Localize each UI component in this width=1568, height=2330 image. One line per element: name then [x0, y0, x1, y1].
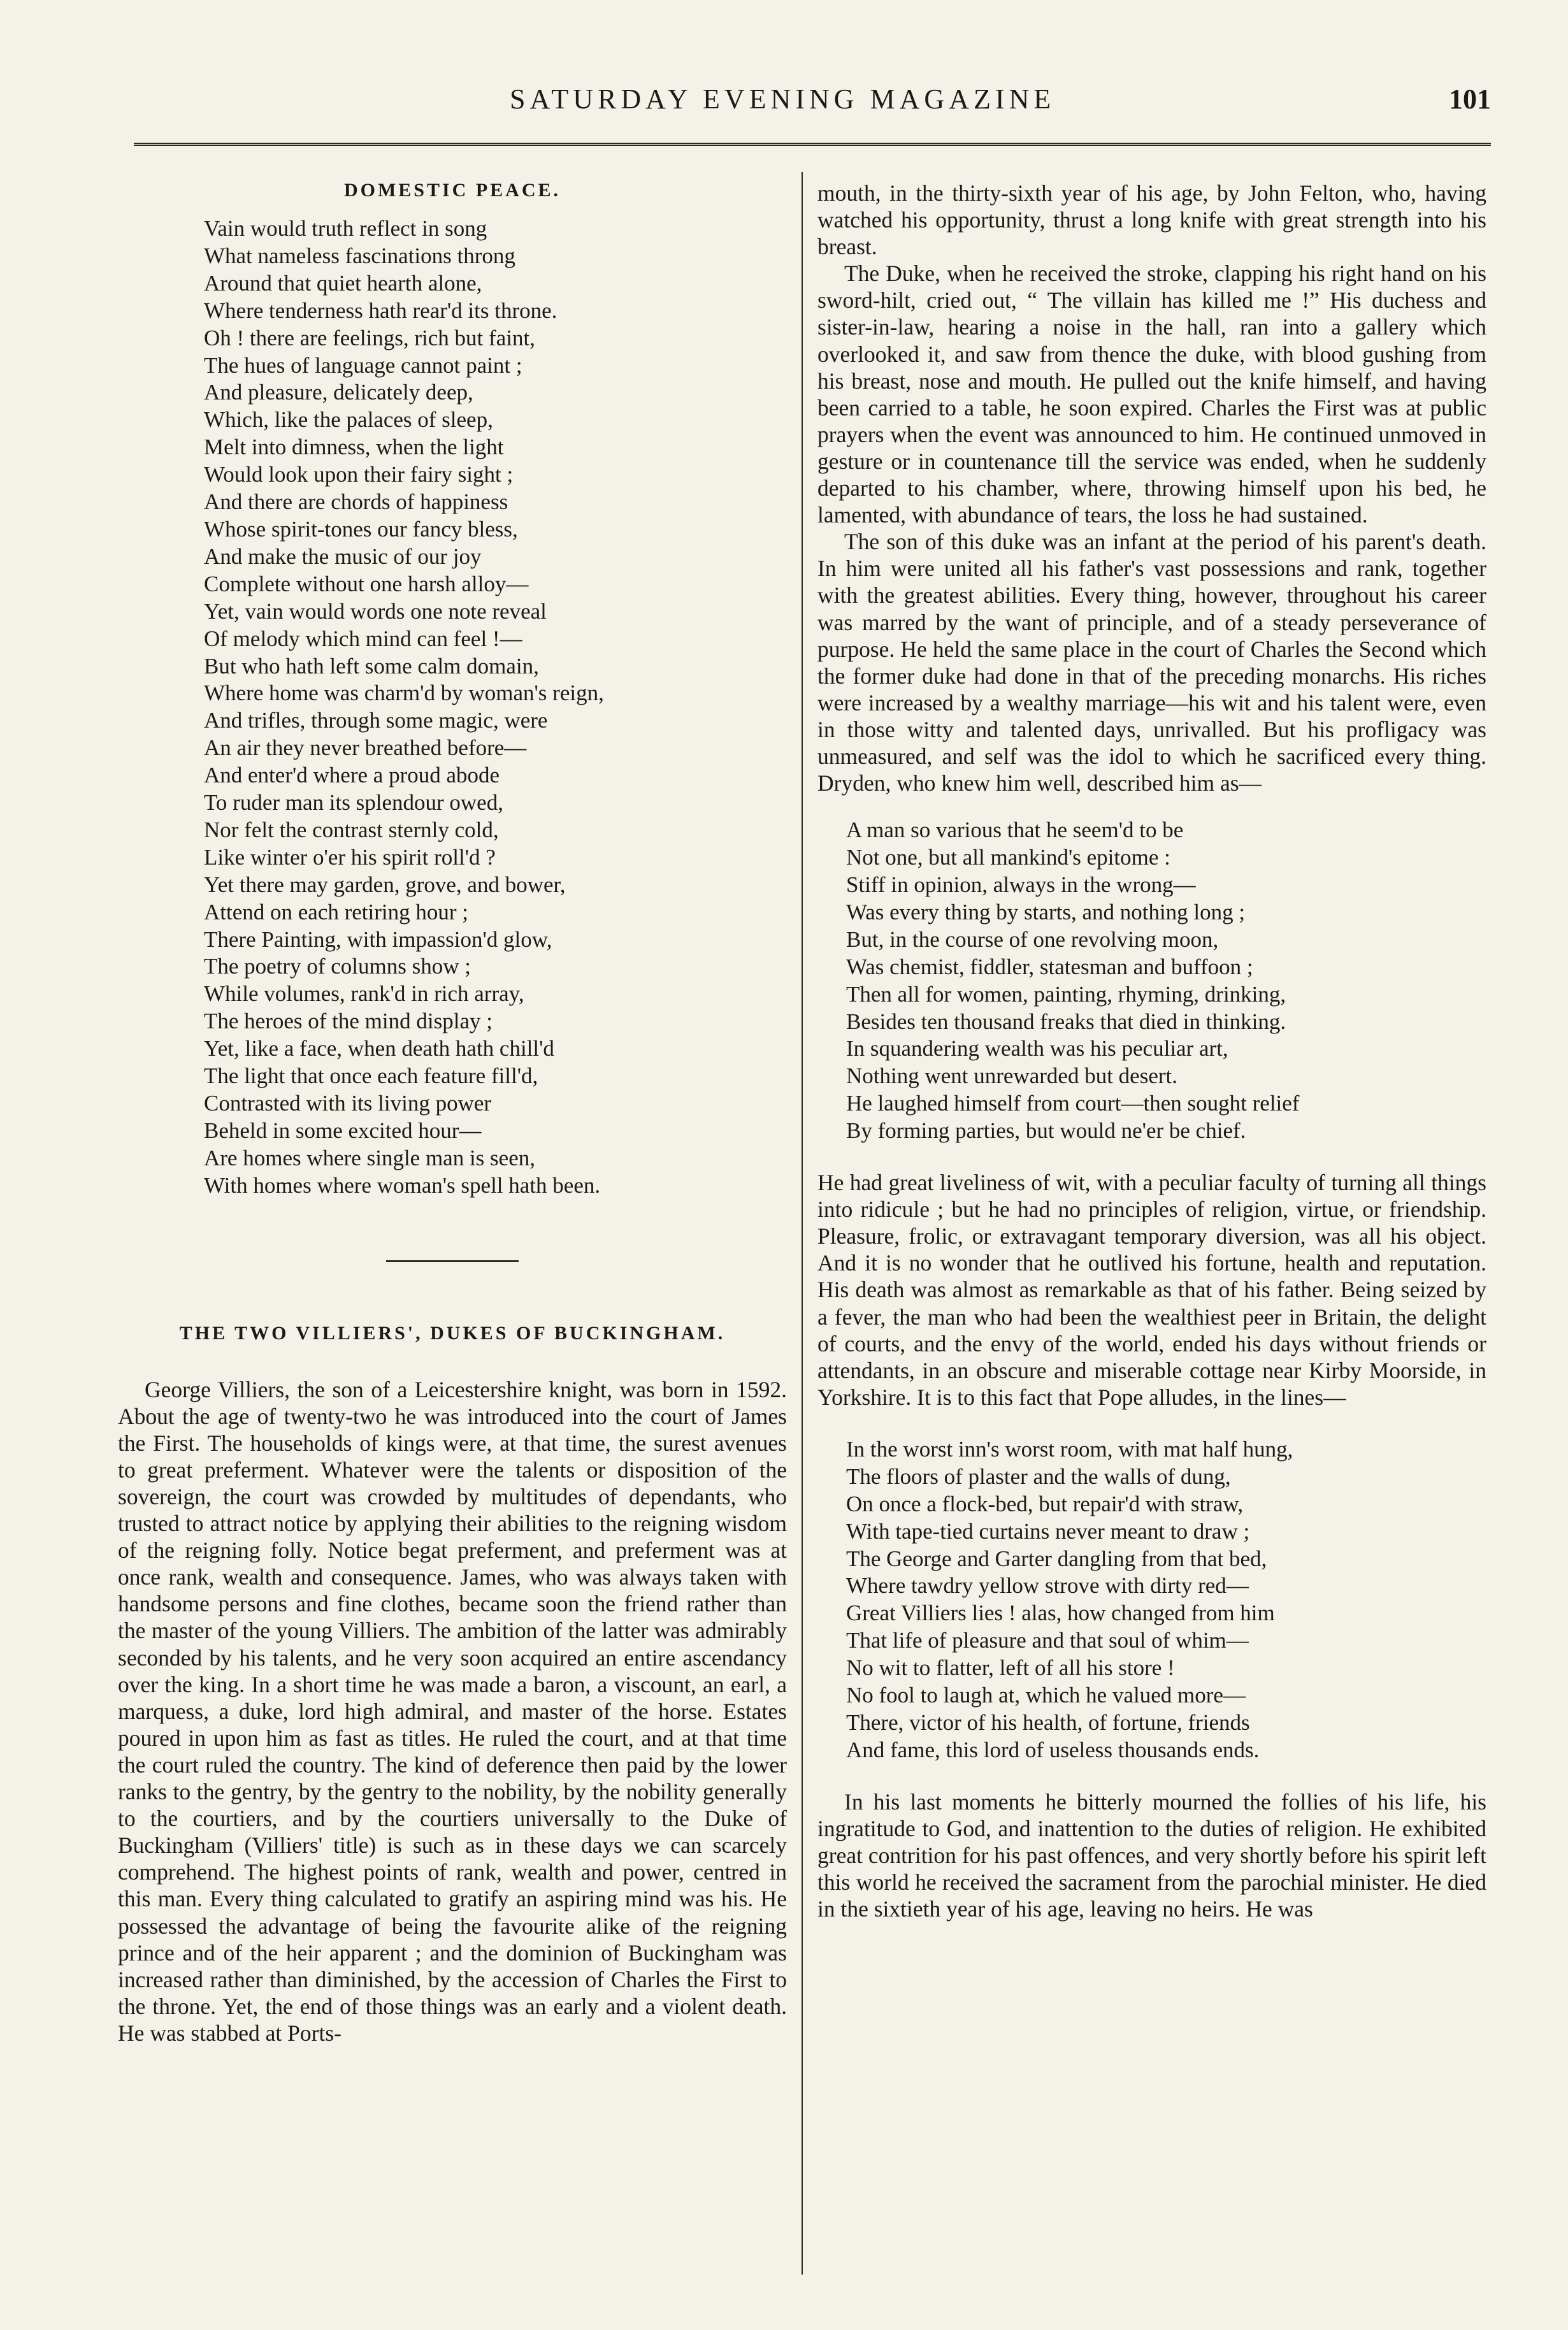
poem-line: While volumes, rank'd in rich array,: [204, 981, 524, 1007]
poem-line: Yet, vain would words one note reveal: [204, 598, 547, 624]
article-paragraph: In his last moments he bitterly mourned the follies of his life, his ingratitude to God, and inattention to the duties of religion. He exhibited great contrition for his past offences, and very shortly before his spirit left this world he received the sacrament from the parochial minister. He died in the sixtieth year of his age, leaving no heirs. He was: [817, 1788, 1486, 1922]
poem-line: The light that once each feature fill'd,: [204, 1063, 538, 1089]
poem-line: Beheld in some excited hour—: [204, 1118, 482, 1143]
left-column: [118, 180, 787, 2046]
poem-line: No wit to flatter, left of all his store !: [846, 1655, 1175, 1681]
poem-line: The floors of plaster and the walls of dung,: [846, 1463, 1231, 1489]
poem-line: Complete without one harsh alloy—: [204, 571, 529, 596]
poem-line: In squandering wealth was his peculiar art,: [846, 1036, 1228, 1061]
column-divider: [802, 172, 803, 2275]
poem-line: Yet, like a face, when death hath chill'd: [204, 1036, 554, 1061]
poem-line: Vain would truth reflect in song: [204, 216, 487, 241]
poem-line: That life of pleasure and that soul of whim—: [846, 1628, 1249, 1653]
poem-line: By forming parties, but would ne'er be chief.: [846, 1118, 1246, 1144]
pope-quotation: [846, 1436, 1486, 1764]
poem-line: With tape-tied curtains never meant to draw ;: [846, 1518, 1250, 1544]
poem-line: And pleasure, delicately deep,: [204, 380, 473, 405]
article-paragraph-continued: mouth, in the thirty-sixth year of his age, by John Felton, who, having watched his opportunity, thrust a long knife with great strength into his breast.: [817, 180, 1486, 260]
poem-line: He laughed himself from court—then sought relief: [846, 1091, 1300, 1116]
poem-line: Of melody which mind can feel !—: [204, 626, 522, 651]
poem-line: There Painting, with impassion'd glow,: [204, 926, 552, 952]
poem-line: But, in the course of one revolving moon,: [846, 926, 1219, 952]
poem-line: With homes where woman's spell hath been.: [204, 1172, 601, 1198]
poem-line: And trifles, through some magic, were: [204, 708, 548, 733]
poem-line: An air they never breathed before—: [204, 735, 527, 761]
poem-line: Melt into dimness, when the light: [204, 435, 504, 460]
poem-line: What nameless fascinations throng: [204, 243, 515, 268]
section-rule: [386, 1260, 519, 1262]
poem-line: Nothing went unrewarded but desert.: [846, 1063, 1177, 1089]
poem-line: Was every thing by starts, and nothing long ;: [846, 899, 1246, 924]
running-title: SATURDAY EVENING MAGAZINE: [510, 83, 1056, 115]
poem-line: And there are chords of happiness: [204, 489, 508, 515]
poem-line: Great Villiers lies ! alas, how changed from him: [846, 1600, 1275, 1626]
poem-line: And fame, this lord of useless thousands ends.: [846, 1737, 1260, 1762]
poem-title: DOMESTIC PEACE.: [343, 180, 561, 201]
poem-line: On once a flock-bed, but repair'd with straw,: [846, 1491, 1244, 1516]
article-paragraph: He had great liveliness of wit, with a peculiar faculty of turning all things into ridicule ; but he had no principles of religion, virtue, or friendship. Pleasure, frolic, or extravagant temporary diversion, was all his object. And it is no wonder that he outlived his fortune, health and reputation. His death was almost as remarkable as that of his father. Being seized by a fever, the man who had been the wealthiest peer in Britain, the delight of courts, and the envy of the world, ended his days without friends or attendants, in an obscure and miserable cottage near Kirby Moorside, in Yorkshire. It is to this fact that Pope alludes, in the lines—: [817, 1170, 1486, 1410]
poem-line: The poetry of columns show ;: [204, 954, 471, 979]
page-number: 101: [1449, 83, 1491, 115]
poem-line: The hues of language cannot paint ;: [204, 352, 522, 378]
poem-line: Would look upon their fairy sight ;: [204, 462, 514, 487]
right-column: [817, 180, 1486, 1922]
article-paragraph: The son of this duke was an infant at the period of his parent's death. In him were united all his father's vast possessions and rank, together with the greatest abilities. Every thing, however, throughout his career was marred by the want of principle, and of a steady perseverance of purpose. He held the same place in the court of Charles the Second which the former duke had done in that of the preceding monarchs. His riches were increased by a wealthy marriage—his wit and his talent were, even in those witty and talented days, unrivalled. But his profligacy was unmeasured, and self was the idol to which he sacrificed every thing. Dryden, who knew him well, described him as—: [817, 529, 1486, 796]
poem-line: Contrasted with its living power: [204, 1091, 492, 1116]
poem-line: Oh ! there are feelings, rich but faint,: [204, 325, 535, 350]
poem-line: Are homes where single man is seen,: [204, 1145, 535, 1170]
poem-line: Was chemist, fiddler, statesman and buffoon ;: [846, 954, 1253, 979]
poem-line: But who hath left some calm domain,: [204, 653, 539, 679]
poem-line: There, victor of his health, of fortune, friends: [846, 1709, 1250, 1735]
poem-line: Which, like the palaces of sleep,: [204, 407, 493, 433]
poem-line: Attend on each retiring hour ;: [204, 899, 469, 924]
poem-line: Around that quiet hearth alone,: [204, 270, 482, 296]
poem-line: Where home was charm'd by woman's reign,: [204, 680, 604, 706]
article-paragraph: The Duke, when he received the stroke, clapping his right hand on his sword-hilt, cried out, “ The villain has killed me !” His duchess and sister-in-law, hearing a noise in the hall, ran into a gallery which overlooked it, and saw from thence the duke, with blood gushing from his breast, nose and mouth. He pulled out the knife himself, and having been carried to a table, he soon expired. Charles the First was at public prayers when the event was announced to him. He continued unmoved in gesture or in countenance till the service was ended, when he suddenly departed to his chamber, where, throwing himself upon his bed, he lamented, with abundance of tears, the loss he had sustained.: [817, 261, 1486, 528]
header-rule: [134, 143, 1491, 146]
poem-line: Where tawdry yellow strove with dirty red—: [846, 1573, 1249, 1599]
article-paragraph: George Villiers, the son of a Leicestershire knight, was born in 1592. About the age of twenty-two he was introduced into the court of James the First. The households of kings were, at that time, the surest avenues to great preferment. Whatever were the talents or disposition of the sovereign, the court was crowded by multitudes of dependants, who trusted to attract notice by applying their abilities to the reigning wisdom of the reigning folly. Notice begat preferment, and preferment was at once rank, wealth and consequence. James, who was always taken with handsome persons and fine clothes, became soon the friend rather than the master of the young Villiers. The ambition of the latter was admirably seconded by his talents, and he very soon acquired an entire ascendancy over the king. In a short time he was made a baron, a viscount, an earl, a marquess, a duke, lord high admiral, and master of the horse. Estates poured in upon him as fast as titles. He ruled the court, and at that time the court ruled the country. The kind of deference then paid by the lower ranks to the gentry, by the gentry to the nobility, by the nobility generally to the courtiers, and by the courtiers universally to the Duke of Buckingham (Villiers' title) is such as in these days we can scarcely comprehend. The highest points of rank, wealth and power, centred in this man. Every thing calculated to gratify an aspiring mind was his. He possessed the advantage of being the favourite alike of the reigning prince and of the heir apparent ; and the dominion of Buckingham was increased rather than diminished, by the accession of Charles the First to the throne. Yet, the end of those things was an early and a violent death. He was stabbed at Ports-: [118, 1376, 787, 2046]
poem-line: Like winter o'er his spirit roll'd ?: [204, 844, 496, 870]
poem-line: Not one, but all mankind's epitome :: [846, 845, 1170, 870]
poem-line: The heroes of the mind display ;: [204, 1009, 493, 1034]
poem-line: Then all for women, painting, rhyming, drinking,: [846, 981, 1286, 1007]
poem-line: And enter'd where a proud abode: [204, 763, 500, 788]
poem-line: Where tenderness hath rear'd its throne.: [204, 298, 557, 323]
poem-line: Besides ten thousand freaks that died in thinking.: [846, 1009, 1286, 1034]
poem-line: Nor felt the contrast sternly cold,: [204, 817, 499, 842]
running-header: [115, 83, 1491, 134]
poem-line: Stiff in opinion, always in the wrong—: [846, 872, 1196, 897]
poem-line: To ruder man its splendour owed,: [204, 790, 503, 816]
poem-line: In the worst inn's worst room, with mat half hung,: [846, 1436, 1293, 1462]
poem-line: Whose spirit-tones our fancy bless,: [204, 516, 518, 542]
poem-line: No fool to laugh at, which he valued more—: [846, 1683, 1246, 1708]
article-title: THE TWO VILLIERS', DUKES OF BUCKINGHAM.: [179, 1322, 726, 1344]
domestic-peace-poem: [204, 215, 787, 1200]
poem-line: And make the music of our joy: [204, 543, 482, 569]
poem-line: A man so various that he seem'd to be: [846, 817, 1184, 843]
poem-line: Yet there may garden, grove, and bower,: [204, 872, 566, 897]
poem-line: The George and Garter dangling from that bed,: [846, 1546, 1267, 1571]
dryden-quotation: [846, 817, 1486, 1145]
